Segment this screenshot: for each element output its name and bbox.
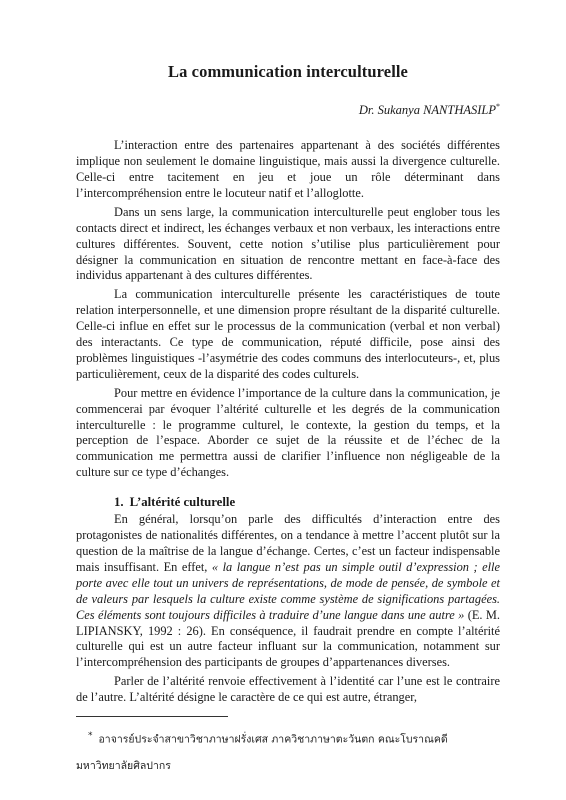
- section-title: L’altérité culturelle: [129, 495, 236, 510]
- lipiansky-quote: « la langue n’est pas un simple outil d’expression ; elle porte avec elle tout un univers de représentations, de mode de pensée, de symbole et de valeurs par lesquels la culture existe comme système de significations partagées. Ces éléments sont toujours difficiles à traduire d’une langue dans une autre »: [76, 559, 500, 622]
- document-title: La communication interculturelle: [168, 62, 408, 81]
- footnote-mark: *: [88, 731, 93, 741]
- author-name: Dr. Sukanya NANTHASILP: [358, 103, 496, 118]
- section-heading: [114, 495, 500, 510]
- intro-paragraph-3: La communication interculturelle présente les caractéristiques de toute relation interpersonnelle, et une dimension propre résultant de la disparité culturelle. Celle-ci influe en effet sur le processus de la communication (verbal et non verbal) des interactants. Ce type de communication, réputé difficile, pose ainsi des problèmes linguistiques -l’asymétrie des codes communs des interlocuteurs-, et, plus particulièrement, ceux de la disparité des codes culturels.: [76, 287, 500, 381]
- author-line: [76, 102, 500, 118]
- footnote-divider: [76, 716, 228, 717]
- section-paragraph-1-start: En général, lorsqu’on parle des difficultés d’interaction entre des protagonistes de nationalités différentes, on a tendance à mettre l’accent plutôt sur la question de la maîtrise de la langue d’échange. Certes, c’est un facteur indispensable mais insuffisant. En effet,: [76, 512, 500, 574]
- section-number: 1.: [114, 495, 124, 510]
- intro-paragraph-4: Pour mettre en évidence l’importance de la culture dans la communication, je commencerai par évoquer l’altérité culturelle et les degrés de la communication interculturelle : le programme culturel, le contexte, la gestion du temps, et la perception de l’espace. Aborder ce sujet de la réussite et de l’échec de la communication me permettra aussi de clarifier l’influence non négligeable de la culture sur ce type d’échanges.: [76, 385, 500, 480]
- footnote: [76, 723, 500, 779]
- section-paragraph-1-end: (E. M. LIPIANSKY, 1992 : 26). En conséquence, il faudrait prendre en compte l’altérité culturelle qui est un autre facteur influant sur la communication, notamment sur l’intercompréhension des participants de groupes d’appartenances diverses.: [76, 607, 501, 670]
- section-paragraph-2: Parler de l’altérité renvoie effectivement à l’identité car l’une est le contraire de l’autre. L’altérité désigne le caractère de ce qui est autre, étranger,: [76, 674, 500, 705]
- intro-paragraph-1: L’interaction entre des partenaires appartenant à des sociétés différentes implique non seulement le domaine linguistique, mais aussi la divergence culturelle. Celle-ci entre tacitement en jeu et joue un rôle déterminant dans l’intercompréhension entre le locuteur natif et l’alloglotte.: [76, 138, 500, 200]
- intro-paragraph-2: Dans un sens large, la communication interculturelle peut englober tous les contacts direct et indirect, les échanges verbaux et non verbaux, les interactions entre cultures différentes. Souvent, cette notion s’utilise plus particulièrement pour désigner la communication en situation de rencontre mettant en face-à-face des individus appartenant à des cultures différentes.: [76, 204, 500, 283]
- footnote-text: อาจารย์ประจำสาขาวิชาภาษาฝรั่งเศส ภาควิชาภาษาตะวันตก คณะโบราณคดี มหาวิทยาลัยศิลปากร: [76, 733, 448, 772]
- author-footnote-mark: *: [496, 102, 500, 111]
- section-paragraph-1: [76, 512, 500, 671]
